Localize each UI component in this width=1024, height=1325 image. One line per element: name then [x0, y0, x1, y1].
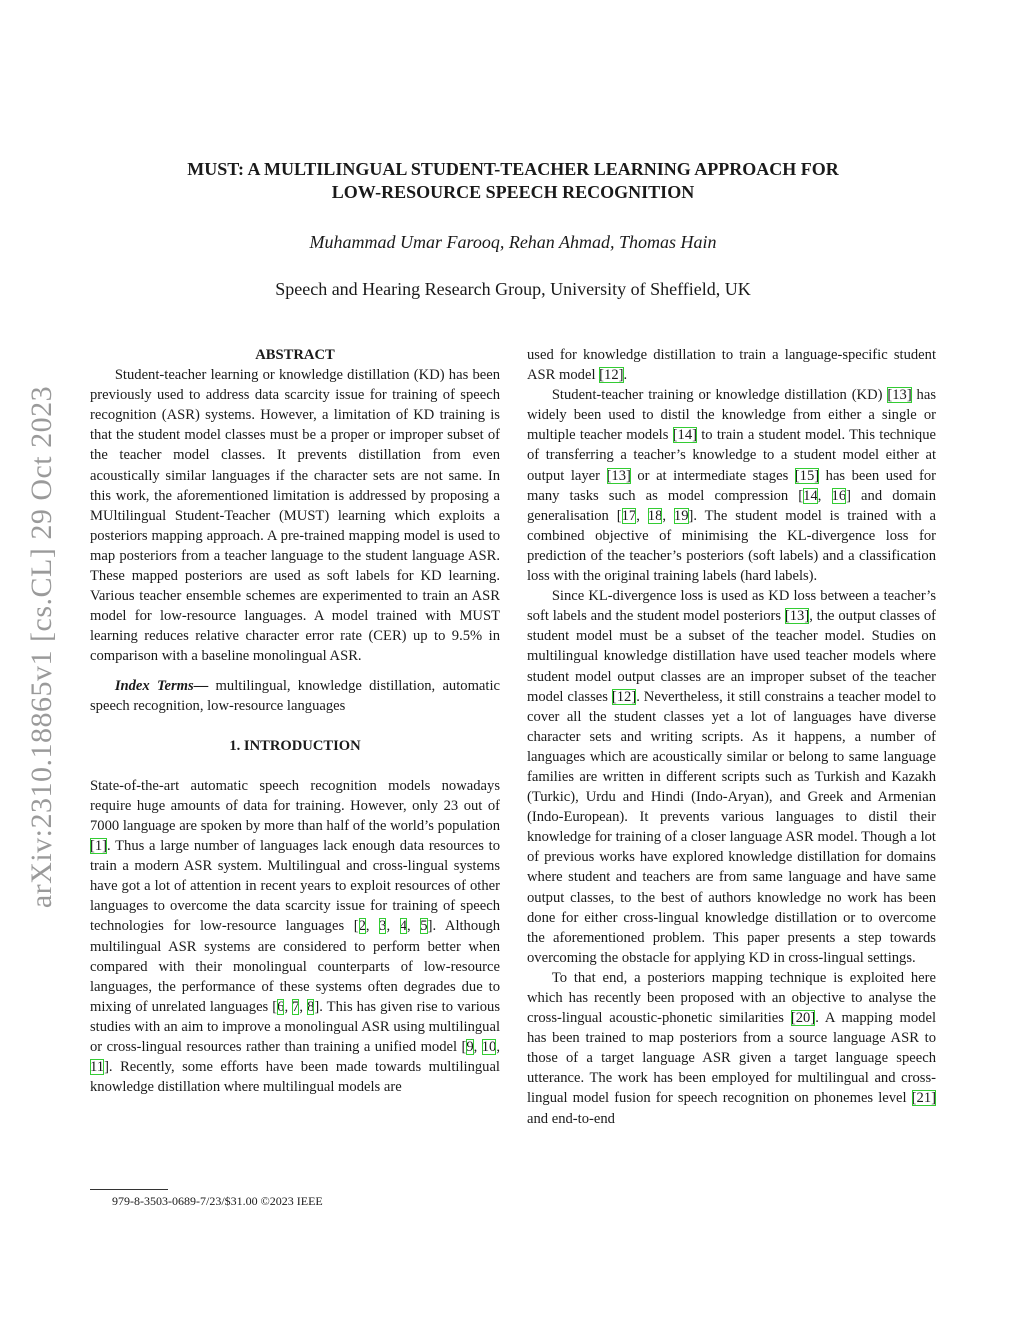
- citation-link[interactable]: 6: [277, 998, 285, 1015]
- citation-link[interactable]: [14]: [672, 427, 697, 444]
- citation-link[interactable]: 9: [466, 1039, 474, 1055]
- index-terms-text: multilingual, knowledge distillation, automatic speech recognition, low-resource languages: [90, 677, 500, 714]
- citation-link[interactable]: 16: [831, 487, 847, 504]
- citation-link[interactable]: 10: [481, 1039, 497, 1055]
- citation-link[interactable]: [21]: [911, 1090, 936, 1107]
- citation-link[interactable]: [12]: [611, 688, 637, 705]
- citation-link[interactable]: [13]: [606, 467, 631, 484]
- citation-link[interactable]: [13]: [784, 608, 810, 625]
- intro-paragraph-kd: Student-teacher training or knowledge distillation (KD) [13] has widely been used to distil the knowledge from either a single or multiple teacher models [14] to train a student model. This technique of transferring a teacher’s knowledge to a student model either at output layer [13] or at intermediate stages [15] has been used for many tasks such as model compression [14, 16] and domain generalisation [17, 18, 19]. The student model is trained with a combined objective of minimising the KL-divergence loss for prediction of the teacher’s posteriors (soft labels) and a classification loss with the original training labels (hard labels).: [527, 387, 937, 585]
- citation-link[interactable]: 8: [307, 998, 315, 1015]
- intro-paragraph-1: State-of-the-art automatic speech recognition models nowadays require huge amounts of data for training. However, only 23 out of 7000 language are spoken by more than half of the world’s population [1]. Thus a large number of languages lack enough data resources to train a modern ASR system. Multilingual and cross-lingual systems have got a lot of attention in recent years to exploit resources of other languages to overcome the data scarcity issue for training of speech technologies for low-resource languages [2, 3, 4, 5]. Although multilingual ASR systems are considered to perform better when compared with their monolingual counterparts of low-resource languages, the performance of these systems often degrades due to mixing of unrelated languages [6, 7, 8]. This has given rise to various studies with an aim to improve a monolingual ASR using multilingual or cross-lingual resources rather than training a unified model [9, 10, 11]. Recently, some efforts have been made towards multilingual knowledge distillation where multilingual models are: [90, 777, 501, 1096]
- footnote-text: 979-8-3503-0689-7/23/$31.00 ©2023 IEEE: [112, 1194, 323, 1208]
- citation-link[interactable]: 3: [379, 918, 387, 935]
- affiliation: Speech and Hearing Research Group, University of Sheffield, UK: [275, 279, 751, 299]
- left-column: [90, 345, 500, 1097]
- paper-title: [100, 158, 926, 204]
- citation-link[interactable]: 14: [803, 487, 818, 504]
- citation-link[interactable]: 19: [673, 507, 689, 524]
- intro-paragraph-continued: used for knowledge distillation to train a language-specific student ASR model [12].: [527, 347, 936, 384]
- citation-link[interactable]: 18: [647, 507, 663, 524]
- title-line-2: LOW-RESOURCE SPEECH RECOGNITION: [331, 182, 695, 202]
- citation-link[interactable]: [20]: [790, 1010, 816, 1027]
- citation-link[interactable]: 7: [292, 998, 300, 1015]
- citation-link[interactable]: 4: [399, 918, 408, 935]
- citation-link[interactable]: 5: [420, 918, 428, 935]
- index-terms: [90, 676, 500, 716]
- copyright-footnote: [90, 1189, 500, 1209]
- intro-paragraph-mapping: To that end, a posteriors mapping technique is exploited here which has recently been proposed with an objective to analyse the cross-lingual acoustic-phonetic similarities [20]. A mapping model has been trained to map posteriors from a source language ASR to those of a target language ASR given a target language speech utterance. The work has been employed for multilingual and cross-lingual model fusion for speech recognition on phonemes level [21] and end-to-end: [527, 969, 936, 1127]
- intro-paragraph-kl: Since KL-divergence loss is used as KD loss between a teacher’s soft labels and the student model posteriors [13], the output classes of student model must be a subset of the teacher model. Studies on multilingual knowledge distillation have used teacher models where student model output classes are an improper subset of the teacher model classes [12]. Nevertheless, it still constrains a teacher model to cover all the student classes yet a lot of languages have diverse character sets and writing scripts. As it happens, a number of languages which are acoustically similar or belong to same language families are written in different scripts such as Turkish and Kazakh (Turkic), Urdu and Hindi (Indo-Aryan), and Greek and Armenian (Indo-European). It prevents various languages to distil their knowledge for training of a closer language ASR model. Though a lot of previous works have explored knowledge distillation for domains where student and teachers are from same language and have same output classes, to the best of authors knowledge no work has been done for either cross-lingual knowledge distillation or to overcome the aforementioned problem. This paper presents a step towards overcoming the obstacle for applying KD in cross-lingual settings.: [527, 588, 936, 966]
- index-terms-label: Index Terms—: [114, 677, 209, 694]
- introduction-heading: 1. INTRODUCTION: [229, 737, 361, 754]
- citation-link[interactable]: 17: [621, 507, 637, 524]
- abstract-heading: ABSTRACT: [255, 347, 335, 363]
- citation-link[interactable]: [12]: [599, 367, 624, 384]
- title-line-1: MUST: A MULTILINGUAL STUDENT-TEACHER LEARNING APPROACH FOR: [187, 159, 839, 179]
- citation-link[interactable]: [1]: [90, 838, 108, 855]
- citation-link[interactable]: 2: [358, 918, 366, 935]
- right-column: [527, 345, 936, 1129]
- citation-link[interactable]: [13]: [887, 387, 912, 404]
- citation-link[interactable]: 11: [90, 1059, 105, 1076]
- citation-link[interactable]: [15]: [794, 467, 820, 484]
- author-list: Muhammad Umar Farooq, Rehan Ahmad, Thomas Hain: [309, 232, 717, 252]
- arxiv-side-label: [22, 352, 62, 942]
- abstract-body: Student-teacher learning or knowledge distillation (KD) has been previously used to address data scarcity issue for training of speech recognition (ASR) systems. However, a limitation of KD training is that the student model classes must be a proper or improper subset of the teacher model classes. It prevents distillation from even acoustically similar languages if the character sets are not same. In this work, the aforementioned limitation is addressed by proposing a MUltilingual Student-Teacher (MUST) learning which exploits a posteriors mapping approach. A pre-trained mapping model is used to map posteriors from a teacher language to the student language ASR. These mapped posteriors are used as soft labels for KD learning. Various teacher ensemble schemes are experimented to train an ASR model for low-resource languages. A model trained with MUST learning reduces relative character error rate (CER) up to 9.5% in comparison with a baseline monolingual ASR.: [90, 367, 500, 665]
- footnote-rule: [90, 1189, 168, 1190]
- arxiv-identifier: arXiv:2310.18865v1 [cs.CL] 29 Oct 2023: [25, 385, 58, 909]
